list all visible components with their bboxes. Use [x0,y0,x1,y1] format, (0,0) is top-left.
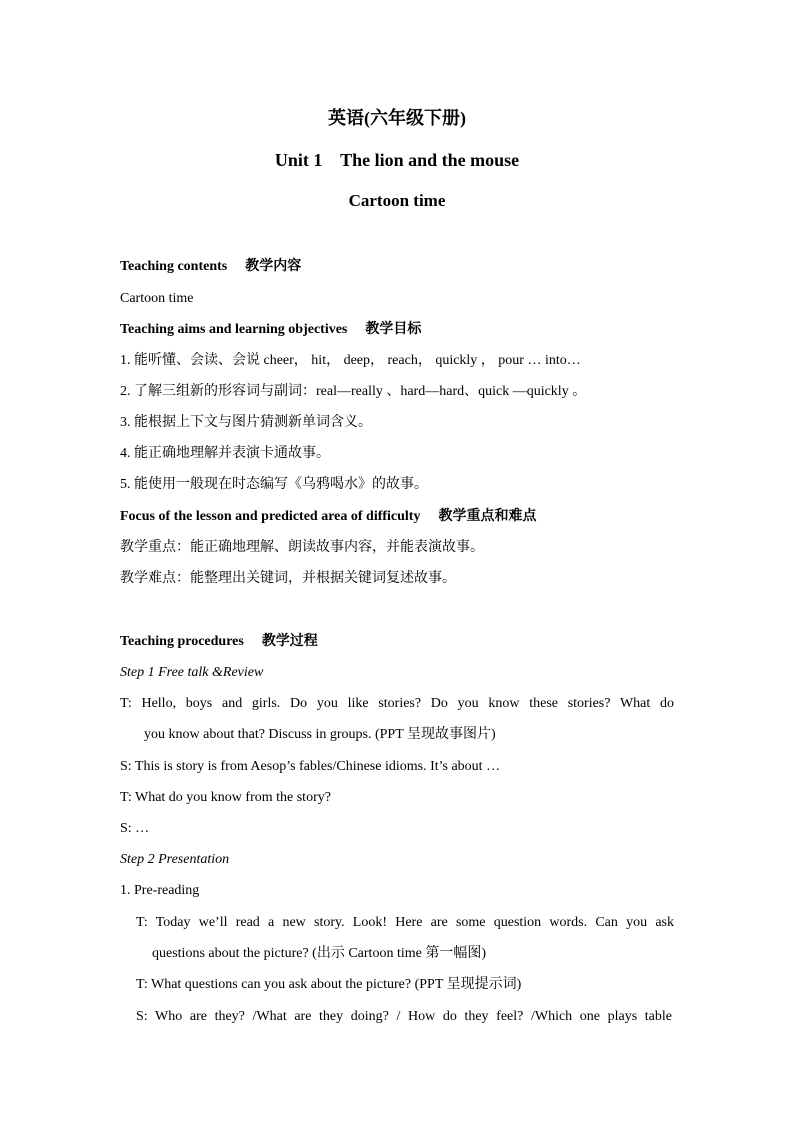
aims-heading-zh: 教学目标 [365,322,422,337]
aims-heading [120,320,421,340]
aims-heading-en: Teaching aims and learning objectives [120,322,348,337]
step1-student-line-2: S: … [120,821,150,836]
aim-item-2: 2. 了解三组新的形容词与副词：real—really 、hard—hard、quick —quickly 。 [120,384,587,399]
step2-subheading: 1. Pre-reading [120,883,200,898]
procedures-heading [120,632,318,652]
step2-teacher-line-1b: questions about the picture? (出示 Cartoon time 第一幅图) [152,946,486,961]
focus-difficulty: 教学难点：能整理出关键词，并根据关键词复述故事。 [120,571,456,586]
procedures-heading-en: Teaching procedures [120,634,244,649]
contents-text: Cartoon time [120,291,194,306]
step1-teacher-line-2: T: What do you know from the story? [120,790,331,805]
step1-heading: Step 1 Free talk &Review [120,665,264,680]
contents-heading-zh: 教学内容 [245,259,302,274]
aim-item-1: 1. 能听懂、会读、会说 cheer， hit， deep， reach， quickly ， pour … into… [120,353,581,368]
contents-heading [120,257,301,277]
step2-teacher-line-1a: T: Today we’ll read a new story. Look! Here are some question words. Can you ask [136,915,674,930]
step1-student-line-1: S: This is story is from Aesop’s fables/Chinese idioms. It’s about … [120,759,501,774]
document-title: 英语(六年级下册) [328,108,466,128]
focus-heading [120,507,536,527]
step2-heading: Step 2 Presentation [120,852,230,867]
lesson-subtitle: Cartoon time [348,191,446,210]
focus-heading-en: Focus of the lesson and predicted area of difficulty [120,509,421,524]
aim-item-5: 5. 能使用一般现在时态编写《乌鸦喝水》的故事。 [120,477,428,492]
procedures-heading-zh: 教学过程 [261,634,318,649]
focus-key-point: 教学重点：能正确地理解、朗读故事内容，并能表演故事。 [120,540,484,555]
aim-item-3: 3. 能根据上下文与图片猜测新单词含义。 [120,415,372,430]
step2-student-line-1: S: Who are they? /What are they doing? / How do they feel? /Which one plays table [136,1009,672,1024]
focus-heading-zh: 教学重点和难点 [438,509,537,524]
step1-teacher-line-1b: you know about that? Discuss in groups. (PPT 呈现故事图片) [144,727,496,742]
contents-heading-en: Teaching contents [120,259,228,274]
unit-title: Unit 1 The lion and the mouse [274,150,520,170]
step2-teacher-line-2: T: What questions can you ask about the picture? (PPT 呈现提示词) [136,977,522,992]
step1-teacher-line-1a: T: Hello, boys and girls. Do you like stories? Do you know these stories? What do [120,696,674,711]
aim-item-4: 4. 能正确地理解并表演卡通故事。 [120,446,330,461]
